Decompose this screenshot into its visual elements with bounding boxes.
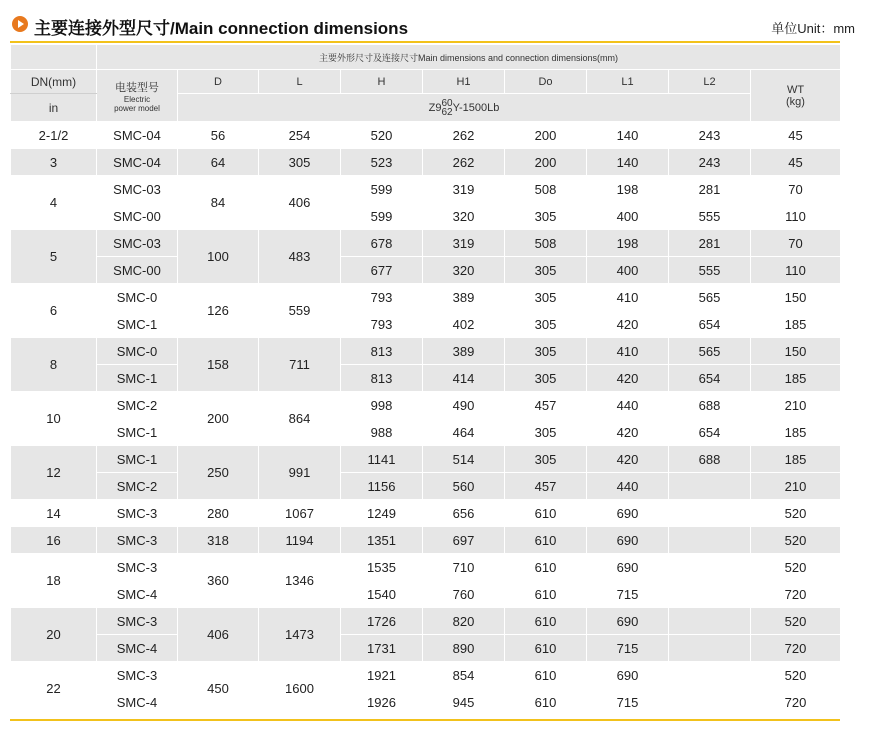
cell-l1: 690 bbox=[587, 500, 669, 527]
cell-model: SMC-3 bbox=[97, 500, 178, 527]
cell-d: 158 bbox=[178, 338, 259, 392]
table-header-blank bbox=[11, 45, 97, 70]
cell-do: 305 bbox=[505, 446, 587, 473]
standard-label bbox=[178, 94, 751, 122]
play-circle-icon bbox=[12, 16, 28, 32]
cell-wt: 520 bbox=[751, 662, 841, 689]
cell-h: 599 bbox=[341, 176, 423, 203]
cell-h1: 890 bbox=[423, 635, 505, 662]
table-row bbox=[11, 446, 841, 473]
cell-model: SMC-03 bbox=[97, 176, 178, 203]
cell-h: 813 bbox=[341, 338, 423, 365]
cell-wt: 110 bbox=[751, 203, 841, 230]
cell-l1: 410 bbox=[587, 284, 669, 311]
cell-do: 610 bbox=[505, 527, 587, 554]
cell-wt: 110 bbox=[751, 257, 841, 284]
page-header bbox=[8, 12, 859, 40]
table-row bbox=[11, 473, 841, 500]
cell-wt: 520 bbox=[751, 554, 841, 581]
table-row bbox=[11, 419, 841, 446]
cell-wt: 720 bbox=[751, 635, 841, 662]
cell-do: 610 bbox=[505, 554, 587, 581]
cell-l: 1346 bbox=[259, 554, 341, 608]
col-header-do: Do bbox=[505, 70, 587, 94]
cell-h1: 854 bbox=[423, 662, 505, 689]
table-row bbox=[11, 689, 841, 716]
cell-dn: 5 bbox=[11, 230, 97, 284]
cell-h: 1535 bbox=[341, 554, 423, 581]
cell-h: 677 bbox=[341, 257, 423, 284]
col-header-h1: H1 bbox=[423, 70, 505, 94]
cell-d: 200 bbox=[178, 392, 259, 446]
cell-h1: 262 bbox=[423, 149, 505, 176]
table-row bbox=[11, 500, 841, 527]
cell-do: 610 bbox=[505, 662, 587, 689]
cell-model: SMC-03 bbox=[97, 230, 178, 257]
cell-l2 bbox=[669, 608, 751, 635]
cell-model: SMC-3 bbox=[97, 527, 178, 554]
cell-model: SMC-4 bbox=[97, 689, 178, 716]
cell-wt: 520 bbox=[751, 608, 841, 635]
table-row bbox=[11, 284, 841, 311]
cell-h: 1351 bbox=[341, 527, 423, 554]
cell-h1: 262 bbox=[423, 122, 505, 149]
col-header-h: H bbox=[341, 70, 423, 94]
cell-l2: 688 bbox=[669, 392, 751, 419]
cell-l2: 654 bbox=[669, 311, 751, 338]
cell-l1: 198 bbox=[587, 230, 669, 257]
cell-d: 280 bbox=[178, 500, 259, 527]
cell-l: 406 bbox=[259, 176, 341, 230]
table-row bbox=[11, 365, 841, 392]
cell-h: 1926 bbox=[341, 689, 423, 716]
cell-h: 1249 bbox=[341, 500, 423, 527]
table-row bbox=[11, 338, 841, 365]
cell-l1: 420 bbox=[587, 446, 669, 473]
cell-l2: 243 bbox=[669, 122, 751, 149]
cell-l: 1194 bbox=[259, 527, 341, 554]
cell-l1: 690 bbox=[587, 554, 669, 581]
cell-model: SMC-2 bbox=[97, 392, 178, 419]
cell-model: SMC-04 bbox=[97, 149, 178, 176]
cell-l2: 565 bbox=[669, 338, 751, 365]
cell-l2: 555 bbox=[669, 257, 751, 284]
cell-h1: 820 bbox=[423, 608, 505, 635]
cell-l: 1600 bbox=[259, 662, 341, 716]
cell-wt: 70 bbox=[751, 230, 841, 257]
bottom-divider bbox=[10, 719, 840, 721]
cell-dn: 8 bbox=[11, 338, 97, 392]
table-row bbox=[11, 311, 841, 338]
cell-do: 508 bbox=[505, 176, 587, 203]
cell-h: 523 bbox=[341, 149, 423, 176]
cell-l: 1067 bbox=[259, 500, 341, 527]
cell-l1: 420 bbox=[587, 311, 669, 338]
table-row bbox=[11, 257, 841, 284]
cell-l: 1473 bbox=[259, 608, 341, 662]
col-header-wt-unit: (kg) bbox=[786, 95, 805, 108]
cell-l: 483 bbox=[259, 230, 341, 284]
page-title: 主要连接外型尺寸/Main connection dimensions bbox=[34, 19, 409, 38]
col-header-l: L bbox=[259, 70, 341, 94]
cell-l2: 281 bbox=[669, 230, 751, 257]
cell-do: 610 bbox=[505, 689, 587, 716]
cell-dn: 3 bbox=[11, 149, 97, 176]
cell-l2: 654 bbox=[669, 419, 751, 446]
cell-dn: 2-1/2 bbox=[11, 122, 97, 149]
cell-do: 610 bbox=[505, 635, 587, 662]
cell-model: SMC-3 bbox=[97, 608, 178, 635]
cell-model: SMC-2 bbox=[97, 473, 178, 500]
cell-l1: 715 bbox=[587, 635, 669, 662]
cell-d: 64 bbox=[178, 149, 259, 176]
table-row bbox=[11, 149, 841, 176]
cell-l2 bbox=[669, 554, 751, 581]
cell-l1: 420 bbox=[587, 365, 669, 392]
cell-h: 998 bbox=[341, 392, 423, 419]
col-header-d: D bbox=[178, 70, 259, 94]
cell-do: 305 bbox=[505, 203, 587, 230]
cell-h: 1540 bbox=[341, 581, 423, 608]
cell-wt: 210 bbox=[751, 473, 841, 500]
cell-d: 250 bbox=[178, 446, 259, 500]
cell-l1: 400 bbox=[587, 257, 669, 284]
cell-do: 305 bbox=[505, 284, 587, 311]
col-header-l1: L1 bbox=[587, 70, 669, 94]
cell-h: 1726 bbox=[341, 608, 423, 635]
cell-h1: 514 bbox=[423, 446, 505, 473]
cell-l2: 281 bbox=[669, 176, 751, 203]
cell-h: 678 bbox=[341, 230, 423, 257]
cell-wt: 45 bbox=[751, 149, 841, 176]
dimensions-table bbox=[10, 44, 841, 716]
standard-sub: 62 bbox=[441, 106, 453, 118]
cell-h1: 320 bbox=[423, 203, 505, 230]
cell-l2: 555 bbox=[669, 203, 751, 230]
cell-wt: 720 bbox=[751, 689, 841, 716]
cell-do: 457 bbox=[505, 392, 587, 419]
cell-wt: 150 bbox=[751, 284, 841, 311]
standard-suffix: Y-1500Lb bbox=[452, 101, 500, 114]
table-body bbox=[11, 122, 841, 716]
cell-wt: 210 bbox=[751, 392, 841, 419]
cell-h: 1156 bbox=[341, 473, 423, 500]
cell-d: 450 bbox=[178, 662, 259, 716]
cell-h1: 319 bbox=[423, 230, 505, 257]
table-row bbox=[11, 392, 841, 419]
cell-l: 254 bbox=[259, 122, 341, 149]
cell-do: 508 bbox=[505, 230, 587, 257]
cell-h1: 710 bbox=[423, 554, 505, 581]
cell-l2 bbox=[669, 635, 751, 662]
unit-label: 单位Unit：mm bbox=[771, 21, 855, 36]
cell-d: 84 bbox=[178, 176, 259, 230]
table-row bbox=[11, 554, 841, 581]
cell-d: 318 bbox=[178, 527, 259, 554]
cell-l1: 420 bbox=[587, 419, 669, 446]
cell-wt: 45 bbox=[751, 122, 841, 149]
cell-do: 305 bbox=[505, 419, 587, 446]
col-header-l2: L2 bbox=[669, 70, 751, 94]
cell-l1: 715 bbox=[587, 581, 669, 608]
cell-do: 305 bbox=[505, 338, 587, 365]
cell-l: 711 bbox=[259, 338, 341, 392]
cell-wt: 185 bbox=[751, 446, 841, 473]
cell-h: 1731 bbox=[341, 635, 423, 662]
cell-dn: 12 bbox=[11, 446, 97, 500]
cell-model: SMC-04 bbox=[97, 122, 178, 149]
cell-l1: 440 bbox=[587, 473, 669, 500]
cell-model: SMC-4 bbox=[97, 581, 178, 608]
cell-wt: 520 bbox=[751, 527, 841, 554]
cell-h1: 490 bbox=[423, 392, 505, 419]
cell-do: 200 bbox=[505, 149, 587, 176]
cell-h1: 320 bbox=[423, 257, 505, 284]
cell-l1: 140 bbox=[587, 122, 669, 149]
cell-l2: 654 bbox=[669, 365, 751, 392]
cell-wt: 70 bbox=[751, 176, 841, 203]
cell-h1: 697 bbox=[423, 527, 505, 554]
cell-wt: 520 bbox=[751, 500, 841, 527]
cell-d: 126 bbox=[178, 284, 259, 338]
cell-h1: 414 bbox=[423, 365, 505, 392]
cell-model: SMC-3 bbox=[97, 554, 178, 581]
cell-l2 bbox=[669, 500, 751, 527]
cell-model: SMC-0 bbox=[97, 338, 178, 365]
table-row bbox=[11, 581, 841, 608]
cell-do: 610 bbox=[505, 581, 587, 608]
cell-dn: 20 bbox=[11, 608, 97, 662]
cell-wt: 185 bbox=[751, 419, 841, 446]
cell-dn: 14 bbox=[11, 500, 97, 527]
table-row bbox=[11, 635, 841, 662]
cell-h: 988 bbox=[341, 419, 423, 446]
col-header-in: in bbox=[11, 94, 97, 122]
cell-wt: 720 bbox=[751, 581, 841, 608]
col-header-model-cn: 电装型号 bbox=[115, 81, 159, 94]
cell-h: 1141 bbox=[341, 446, 423, 473]
cell-dn: 4 bbox=[11, 176, 97, 230]
cell-h: 1921 bbox=[341, 662, 423, 689]
table-row bbox=[11, 230, 841, 257]
cell-h1: 389 bbox=[423, 338, 505, 365]
cell-l1: 715 bbox=[587, 689, 669, 716]
table-row bbox=[11, 662, 841, 689]
table-row bbox=[11, 608, 841, 635]
table-row bbox=[11, 203, 841, 230]
cell-do: 305 bbox=[505, 257, 587, 284]
cell-l2 bbox=[669, 581, 751, 608]
col-header-model bbox=[97, 70, 178, 122]
cell-dn: 16 bbox=[11, 527, 97, 554]
cell-dn: 10 bbox=[11, 392, 97, 446]
cell-l1: 400 bbox=[587, 203, 669, 230]
cell-l1: 440 bbox=[587, 392, 669, 419]
cell-h1: 945 bbox=[423, 689, 505, 716]
cell-l: 864 bbox=[259, 392, 341, 446]
cell-l2 bbox=[669, 473, 751, 500]
cell-d: 100 bbox=[178, 230, 259, 284]
cell-l1: 198 bbox=[587, 176, 669, 203]
cell-wt: 150 bbox=[751, 338, 841, 365]
top-divider bbox=[10, 41, 840, 43]
cell-h1: 760 bbox=[423, 581, 505, 608]
col-header-wt bbox=[751, 70, 841, 122]
col-header-model-en1: Electric bbox=[123, 94, 151, 104]
table-row bbox=[11, 122, 841, 149]
cell-h: 793 bbox=[341, 284, 423, 311]
table-caption: 主要外形尺寸及连接尺寸Main dimensions and connection dimensions(mm) bbox=[97, 45, 841, 70]
table-row bbox=[11, 176, 841, 203]
cell-h1: 560 bbox=[423, 473, 505, 500]
cell-do: 457 bbox=[505, 473, 587, 500]
cell-dn: 6 bbox=[11, 284, 97, 338]
cell-h: 520 bbox=[341, 122, 423, 149]
cell-wt: 185 bbox=[751, 311, 841, 338]
cell-d: 360 bbox=[178, 554, 259, 608]
table-row bbox=[11, 527, 841, 554]
cell-model: SMC-1 bbox=[97, 419, 178, 446]
cell-model: SMC-00 bbox=[97, 203, 178, 230]
cell-model: SMC-1 bbox=[97, 311, 178, 338]
cell-do: 200 bbox=[505, 122, 587, 149]
col-header-dn: DN(mm) bbox=[11, 70, 97, 94]
cell-l2: 688 bbox=[669, 446, 751, 473]
cell-l2: 565 bbox=[669, 284, 751, 311]
cell-h1: 464 bbox=[423, 419, 505, 446]
cell-dn: 18 bbox=[11, 554, 97, 608]
cell-l: 305 bbox=[259, 149, 341, 176]
cell-l: 991 bbox=[259, 446, 341, 500]
cell-l2 bbox=[669, 527, 751, 554]
cell-model: SMC-00 bbox=[97, 257, 178, 284]
cell-l1: 140 bbox=[587, 149, 669, 176]
cell-model: SMC-3 bbox=[97, 662, 178, 689]
cell-model: SMC-0 bbox=[97, 284, 178, 311]
col-header-wt-label: WT bbox=[786, 83, 805, 96]
cell-l2 bbox=[669, 689, 751, 716]
cell-h: 599 bbox=[341, 203, 423, 230]
cell-h1: 656 bbox=[423, 500, 505, 527]
cell-do: 610 bbox=[505, 608, 587, 635]
cell-h1: 402 bbox=[423, 311, 505, 338]
cell-model: SMC-1 bbox=[97, 446, 178, 473]
cell-l1: 690 bbox=[587, 662, 669, 689]
cell-dn: 22 bbox=[11, 662, 97, 716]
cell-do: 610 bbox=[505, 500, 587, 527]
cell-h1: 319 bbox=[423, 176, 505, 203]
cell-l2 bbox=[669, 662, 751, 689]
cell-l2: 243 bbox=[669, 149, 751, 176]
cell-h1: 389 bbox=[423, 284, 505, 311]
cell-do: 305 bbox=[505, 365, 587, 392]
cell-l1: 690 bbox=[587, 608, 669, 635]
cell-l1: 690 bbox=[587, 527, 669, 554]
cell-do: 305 bbox=[505, 311, 587, 338]
cell-l: 559 bbox=[259, 284, 341, 338]
cell-d: 406 bbox=[178, 608, 259, 662]
col-header-model-en2: power model bbox=[114, 103, 160, 113]
cell-model: SMC-1 bbox=[97, 365, 178, 392]
cell-h: 793 bbox=[341, 311, 423, 338]
standard-sup: 60 bbox=[441, 97, 453, 109]
cell-model: SMC-4 bbox=[97, 635, 178, 662]
cell-h: 813 bbox=[341, 365, 423, 392]
cell-l1: 410 bbox=[587, 338, 669, 365]
cell-d: 56 bbox=[178, 122, 259, 149]
standard-prefix: Z9 bbox=[428, 101, 442, 114]
cell-wt: 185 bbox=[751, 365, 841, 392]
